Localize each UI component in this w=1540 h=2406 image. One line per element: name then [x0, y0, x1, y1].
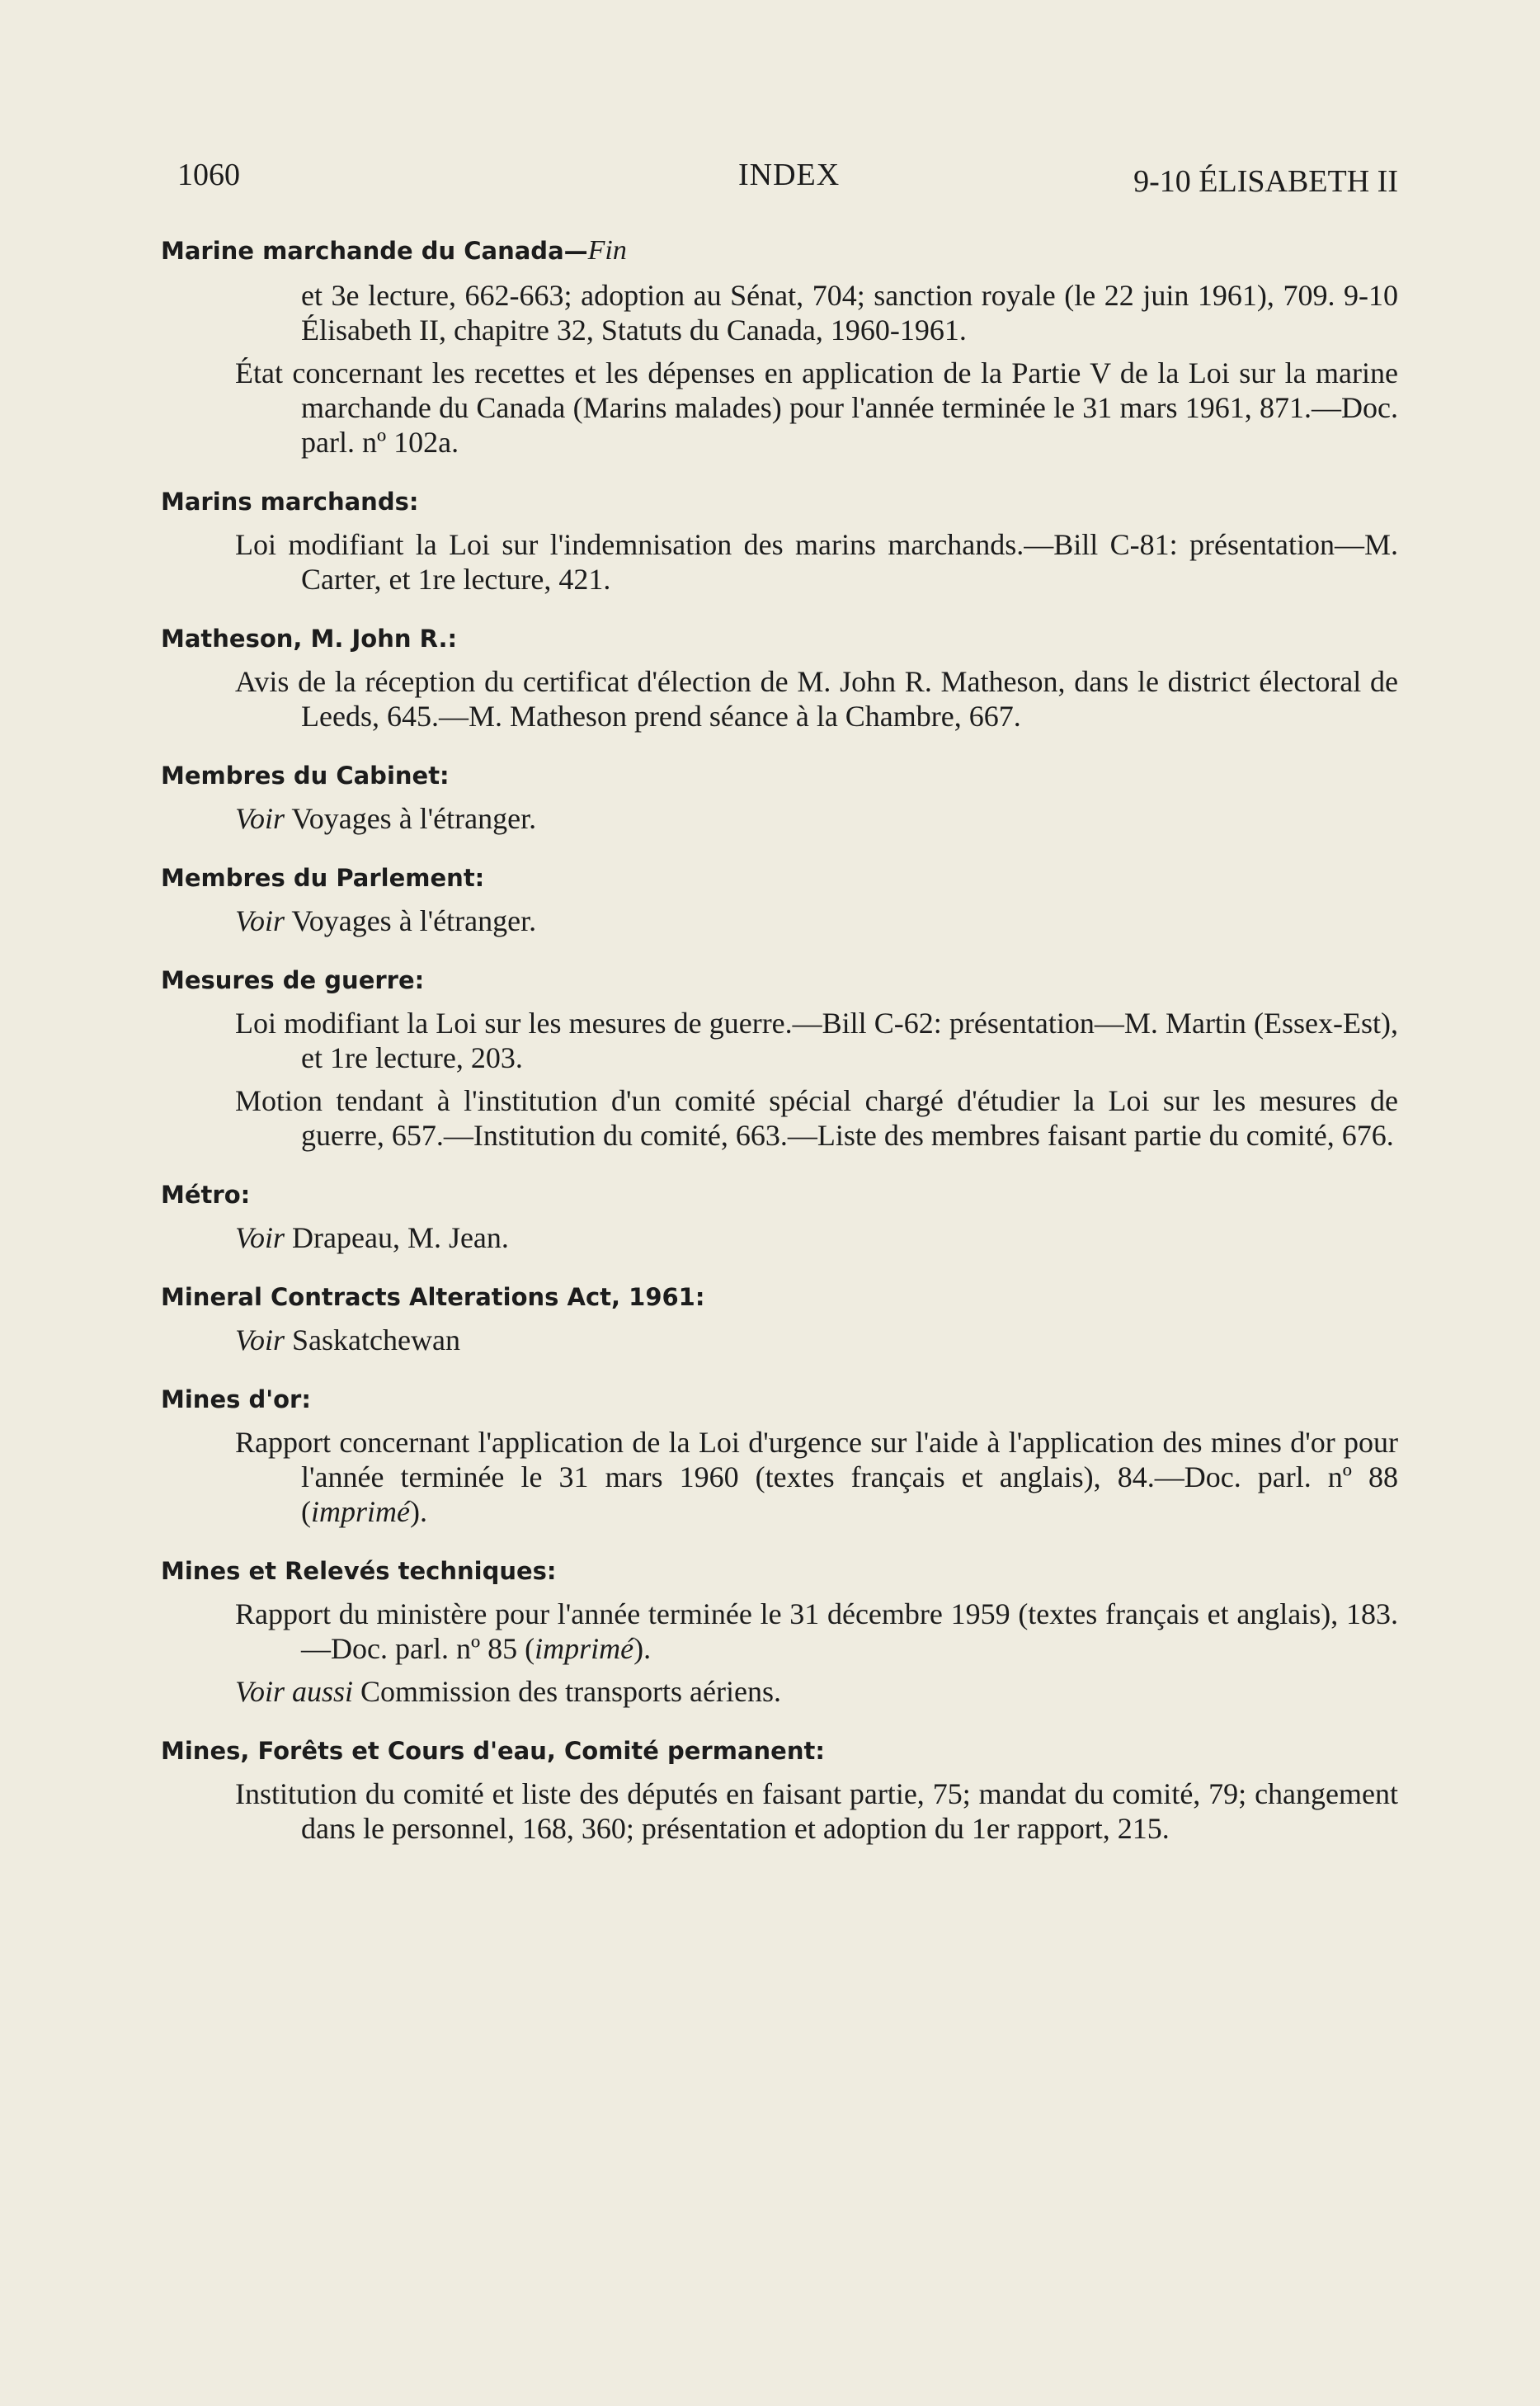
entry-item: Motion tendant à l'institution d'un comité spécial chargé d'étudier la Loi sur les mesures de guerre, 657.—Institution du comité, 663.—Liste des membres faisant partie du comité, 676. [235, 1084, 1398, 1152]
entry-heading: Marins marchands: [161, 488, 419, 516]
page-number: 1060 [177, 158, 240, 192]
entry-heading: Marine marchande du Canada—Fin [161, 235, 627, 266]
index-entry [161, 1181, 1398, 1255]
cross-reference: Voir Saskatchewan [235, 1323, 460, 1356]
index-entry [161, 1737, 1398, 1846]
entry-item: Loi modifiant la Loi sur les mesures de guerre.—Bill C-62: présentation—M. Martin (Essex-Est), et 1re lecture, 203. [235, 1007, 1398, 1074]
entry-item: État concernant les recettes et les dépenses en application de la Partie V de la Loi sur la marine marchande du Canada (Marins malades) pour l'année terminée le 31 mars 1961, 871.—Doc. parl. nº 102a. [235, 356, 1398, 459]
entry-heading: Mineral Contracts Alterations Act, 1961: [161, 1283, 705, 1311]
running-title: INDEX [738, 158, 841, 192]
entry-item: et 3e lecture, 662-663; adoption au Sénat, 704; sanction royale (le 22 juin 1961), 709. 9-10 Élisabeth II, chapitre 32, Statuts du Canada, 1960-1961. [301, 279, 1398, 347]
index-entry [161, 966, 1398, 1153]
entry-item: Rapport concernant l'application de la Loi d'urgence sur l'aide à l'application des mines d'or pour l'année terminée le 31 mars 1960 (textes français et anglais), 84.—Doc. parl. nº 88 (imprimé). [235, 1426, 1398, 1528]
index-entry [161, 1385, 1398, 1529]
index-content [161, 235, 1398, 1874]
entry-item: Institution du comité et liste des députés en faisant partie, 75; mandat du comité, 79; changement dans le personnel, 168, 360; présentation et adoption du 1er rapport, 215. [235, 1777, 1398, 1845]
entry-heading: Matheson, M. John R.: [161, 625, 458, 653]
regnal-year: 9-10 ÉLISABETH II [1133, 164, 1398, 199]
entry-heading: Mines d'or: [161, 1385, 311, 1413]
index-entry [161, 1283, 1398, 1357]
index-entry [161, 864, 1398, 938]
entry-heading: Membres du Parlement: [161, 864, 485, 892]
entry-heading: Mines et Relevés techniques: [161, 1557, 557, 1585]
entry-item: Avis de la réception du certificat d'élection de M. John R. Matheson, dans le district électoral de Leeds, 645.—M. Matheson prend séance à la Chambre, 667. [235, 665, 1398, 733]
entry-heading: Mines, Forêts et Cours d'eau, Comité permanent: [161, 1737, 825, 1765]
index-entry [161, 762, 1398, 836]
page-header [177, 157, 1398, 206]
cross-reference: Voir Voyages à l'étranger. [235, 802, 537, 835]
entry-item: Loi modifiant la Loi sur l'indemnisation des marins marchands.—Bill C-81: présentation—M. Carter, et 1re lecture, 421. [235, 528, 1398, 596]
index-entry [161, 235, 1398, 460]
cross-reference: Voir aussi Commission des transports aériens. [235, 1675, 781, 1708]
entry-heading: Métro: [161, 1181, 251, 1209]
index-entry [161, 488, 1398, 597]
index-entry [161, 1557, 1398, 1709]
entry-heading: Membres du Cabinet: [161, 762, 450, 790]
cross-reference: Voir Drapeau, M. Jean. [235, 1221, 509, 1254]
cross-reference: Voir Voyages à l'étranger. [235, 904, 537, 937]
index-entry [161, 625, 1398, 734]
entry-item: Rapport du ministère pour l'année terminée le 31 décembre 1959 (textes français et anglais), 183.—Doc. parl. nº 85 (imprimé). [235, 1597, 1398, 1665]
entry-heading: Mesures de guerre: [161, 966, 425, 994]
